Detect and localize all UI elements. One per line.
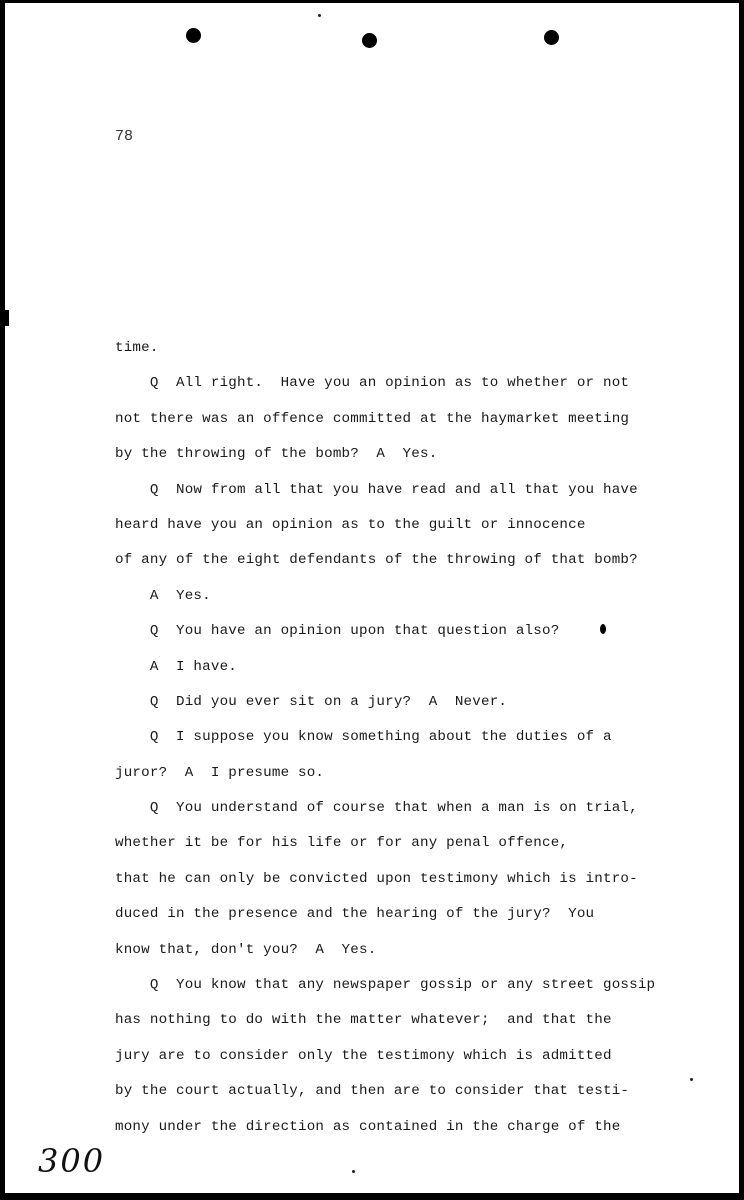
transcript-line: Q You know that any newspaper gossip or any street gossip — [115, 977, 656, 994]
transcript-line: Q Did you ever sit on a jury? A Never. — [115, 693, 508, 710]
punch-hole-right — [544, 30, 559, 45]
transcript-line: mony under the direction as contained in the charge of the — [115, 1118, 621, 1135]
transcript-line: A Yes. — [115, 587, 211, 604]
transcript-line: by the court actually, and then are to consider that testi- — [115, 1083, 630, 1100]
transcript-line: duced in the presence and the hearing of the jury? You — [115, 906, 595, 923]
transcript-body — [115, 337, 715, 1151]
scan-border-right — [739, 0, 744, 1200]
transcript-line: by the throwing of the bomb? A Yes. — [115, 446, 438, 463]
transcript-line: has nothing to do with the matter whatever; and that the — [115, 1012, 612, 1029]
transcript-line: Q Now from all that you have read and all that you have — [115, 481, 638, 498]
page-number: 78 — [115, 128, 134, 145]
transcript-line: that he can only be convicted upon testimony which is intro- — [115, 870, 638, 887]
scan-border-top — [0, 0, 744, 3]
speck-mark — [318, 14, 321, 17]
handwritten-page-number: 300 — [38, 1142, 106, 1180]
transcript-line: heard have you an opinion as to the guilt or innocence — [115, 516, 586, 533]
transcript-line: know that, don't you? A Yes. — [115, 941, 377, 958]
scan-edge-mark — [5, 310, 9, 326]
transcript-line: Q I suppose you know something about the duties of a — [115, 729, 612, 746]
punch-hole-left — [186, 28, 201, 43]
transcript-line: jury are to consider only the testimony which is admitted — [115, 1047, 612, 1064]
transcript-line: not there was an offence committed at the haymarket meeting — [115, 410, 630, 427]
transcript-line: of any of the eight defendants of the throwing of that bomb? — [115, 552, 638, 569]
scan-border-bottom — [0, 1193, 744, 1200]
transcript-line: time. — [115, 340, 159, 356]
scan-border-left — [0, 0, 5, 1200]
transcript-line: Q All right. Have you an opinion as to whether or not — [115, 375, 630, 392]
transcript-line: juror? A I presume so. — [115, 764, 325, 781]
transcript-line: A I have. — [115, 658, 237, 675]
punch-hole-center — [362, 33, 377, 48]
transcript-line: whether it be for his life or for any penal offence, — [115, 835, 569, 852]
transcript-line: Q You understand of course that when a man is on trial, — [115, 800, 638, 817]
speck-mark — [352, 1170, 355, 1173]
transcript-line: Q You have an opinion upon that question also? — [115, 623, 560, 640]
